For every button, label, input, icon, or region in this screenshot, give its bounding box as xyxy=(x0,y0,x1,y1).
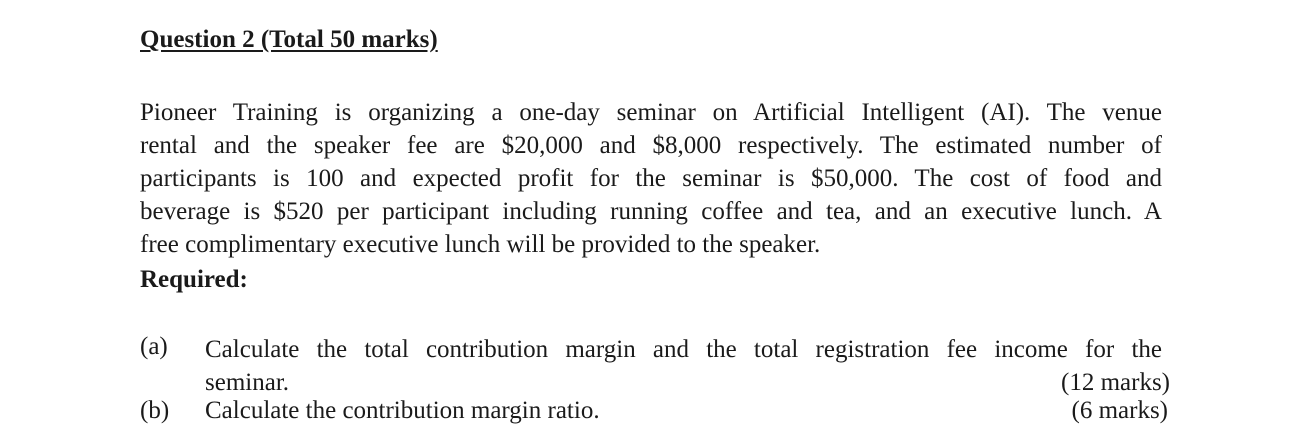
question-paragraph xyxy=(140,96,1162,261)
question-a-line xyxy=(205,366,1170,399)
question-a-line: Calculate the total contribution margin and the total registration fee income for the xyxy=(205,336,1162,363)
paragraph-line: free complimentary executive lunch will be provided to the speaker. xyxy=(140,231,821,258)
question-a-label: (a) xyxy=(140,333,168,360)
paragraph-line: Pioneer Training is organizing a one-day seminar on Artificial Intelligent (AI). The venue xyxy=(140,99,1162,126)
paragraph-line: beverage is $520 per participant including running coffee and tea, and an executive lunch. A xyxy=(140,198,1162,225)
question-a-marks: (12 marks) xyxy=(1061,369,1170,396)
paragraph-line: rental and the speaker fee are $20,000 and $8,000 respectively. The estimated number of xyxy=(140,132,1162,159)
required-label: Required: xyxy=(140,266,248,293)
question-b-label: (b) xyxy=(140,397,170,424)
question-b-text: Calculate the contribution margin ratio. xyxy=(205,397,600,424)
paragraph-line: participants is 100 and expected profit for the seminar is $50,000. The cost of food and xyxy=(140,165,1162,192)
question-a-text xyxy=(205,333,1170,399)
question-b-marks: (6 marks) xyxy=(1071,397,1168,424)
question-a-line-text: seminar. xyxy=(205,369,290,396)
question-heading: Question 2 (Total 50 marks) xyxy=(140,26,438,53)
